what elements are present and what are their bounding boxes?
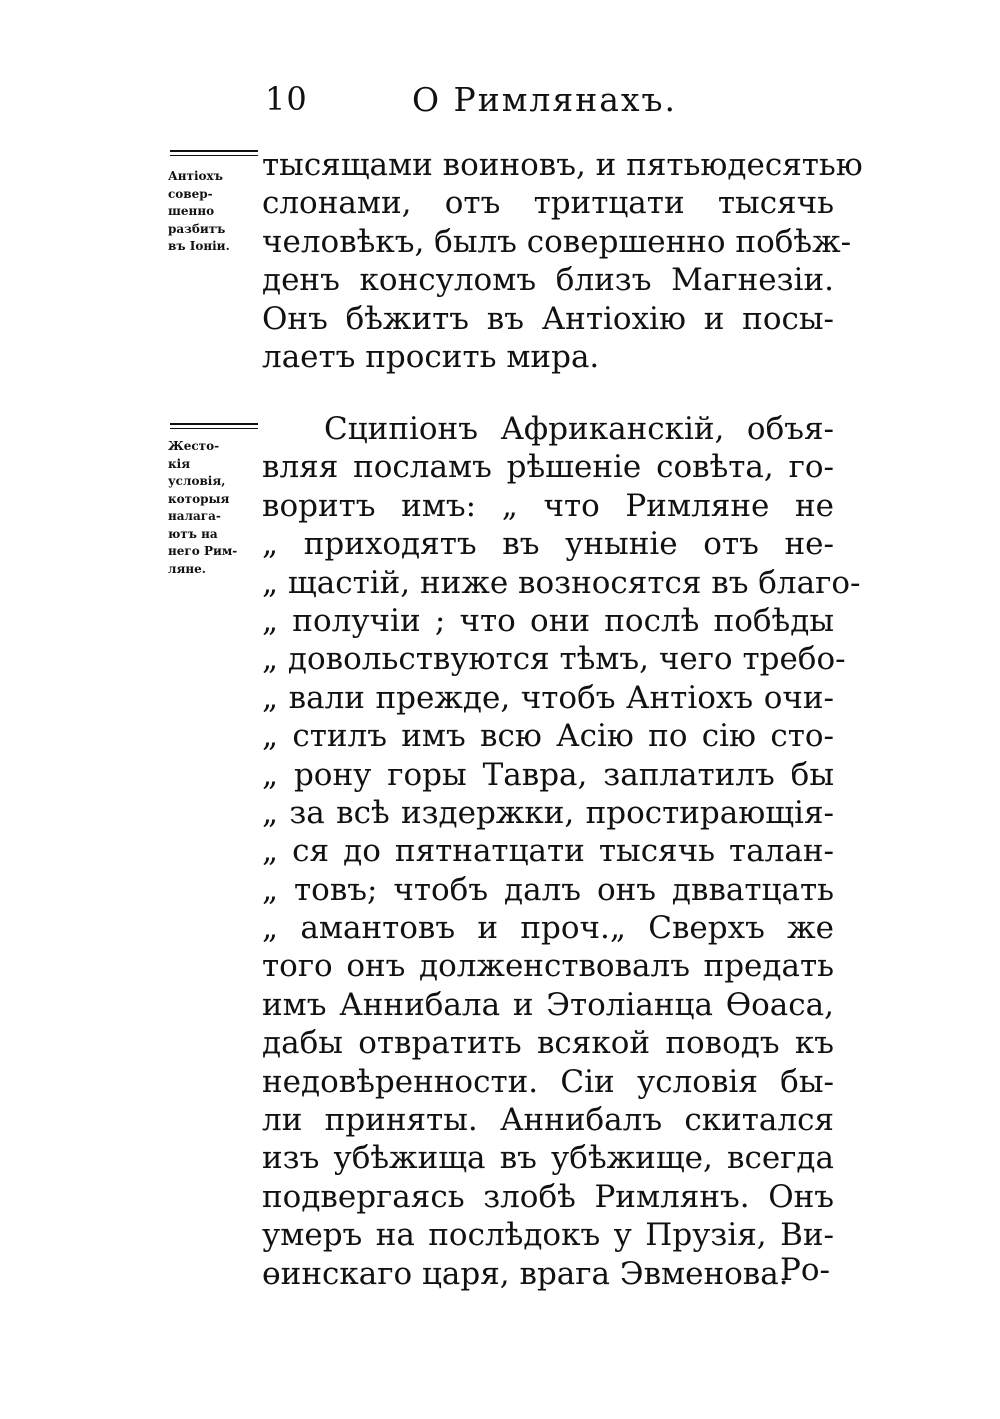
text-line: воритъ имъ: „ что Римляне не	[262, 487, 834, 524]
text-line: вляя посламъ рѣшенiе совѣта, го-	[262, 449, 834, 486]
text-line: имъ Аннибала и Этолiанца Өоаса,	[262, 986, 834, 1023]
margin-note-line: ляне.	[168, 561, 206, 576]
margin-note-line: Антiохъ	[168, 169, 223, 183]
paragraph	[262, 146, 863, 376]
text-line: „ за всѣ издержки, простирающiя-	[262, 794, 834, 831]
margin-note	[168, 168, 264, 256]
text-line: человѣкъ, былъ совершенно побѣж-	[262, 223, 852, 260]
margin-note-line: него Рим-	[168, 544, 238, 558]
text-line: дабы отвратить всякой поводъ къ	[262, 1025, 834, 1062]
margin-rule	[170, 423, 258, 429]
margin-note-line: кiя	[168, 456, 191, 471]
margin-note-line: въ Iонiи.	[168, 239, 230, 253]
margin-note-line: шенно	[168, 204, 215, 218]
text-line: өинскаго царя, врага Эвменова.	[262, 1255, 789, 1292]
margin-note-line: Жесто-	[168, 439, 220, 453]
margin-note-line: совер-	[168, 186, 213, 201]
text-line: слонами, отъ тритцати тысячь	[262, 185, 834, 222]
text-line: „ вали прежде, чтобъ Антiохъ очи-	[262, 679, 834, 716]
margin-note-line: ютъ на	[168, 526, 218, 541]
text-line: денъ консуломъ близъ Магнезiи.	[262, 262, 834, 299]
text-line: „ щастiй, ниже возносятся въ благо-	[262, 564, 861, 601]
text-line: изъ убѣжища въ убѣжище, всегда	[262, 1140, 834, 1177]
text-line: „ получiи ; что они послѣ побѣды	[262, 602, 834, 639]
margin-note-line: разбитъ	[168, 221, 226, 236]
text-line: „ стилъ имъ всю Асiю по сiю сто-	[262, 718, 834, 755]
margin-note	[168, 438, 264, 578]
margin-note-line: которыя	[168, 491, 230, 506]
margin-note-line: налага-	[168, 509, 221, 523]
text-line: „ рону горы Тавра, заплатилъ бы	[262, 756, 834, 793]
margin-rule	[170, 150, 258, 156]
text-line: ли приняты. Аннибалъ скитался	[262, 1102, 834, 1139]
page-number: 10	[265, 80, 308, 118]
text-line: недовѣренности. Сiи условiя бы-	[262, 1063, 834, 1100]
text-line: умеръ на послѣдокъ у Прузiя, Ви-	[262, 1217, 834, 1254]
text-line: того онъ долженствовалъ предать	[262, 948, 834, 985]
text-line: тысящами воиновъ, и пятьюдесятью	[262, 147, 863, 183]
margin-note-line: условiя,	[168, 474, 226, 488]
text-line: „ приходятъ въ уныніе отъ не-	[262, 526, 834, 563]
text-line: „ ся до пятнатцати тысячь талан-	[262, 833, 834, 870]
text-line: „ довольствуются тѣмъ, чего требо-	[262, 641, 846, 678]
paragraph	[262, 410, 861, 1293]
text-line: „ амантовъ и проч.„ Сверхъ же	[262, 910, 834, 947]
catchword: Ро-	[780, 1252, 830, 1288]
text-line: „ товъ; чтобъ далъ онъ двватцать	[262, 871, 834, 908]
page-header	[0, 70, 1000, 130]
text-line: подвергаясь злобѣ Римлянъ. Онъ	[262, 1178, 834, 1215]
text-line: Сципiонъ Африканскiй, объя-	[324, 411, 834, 447]
text-line: лаетъ просить мира.	[262, 338, 600, 375]
text-line: Онъ бѣжитъ въ Антiохiю и посы-	[262, 300, 834, 337]
running-title: О Римлянахъ.	[412, 80, 677, 119]
